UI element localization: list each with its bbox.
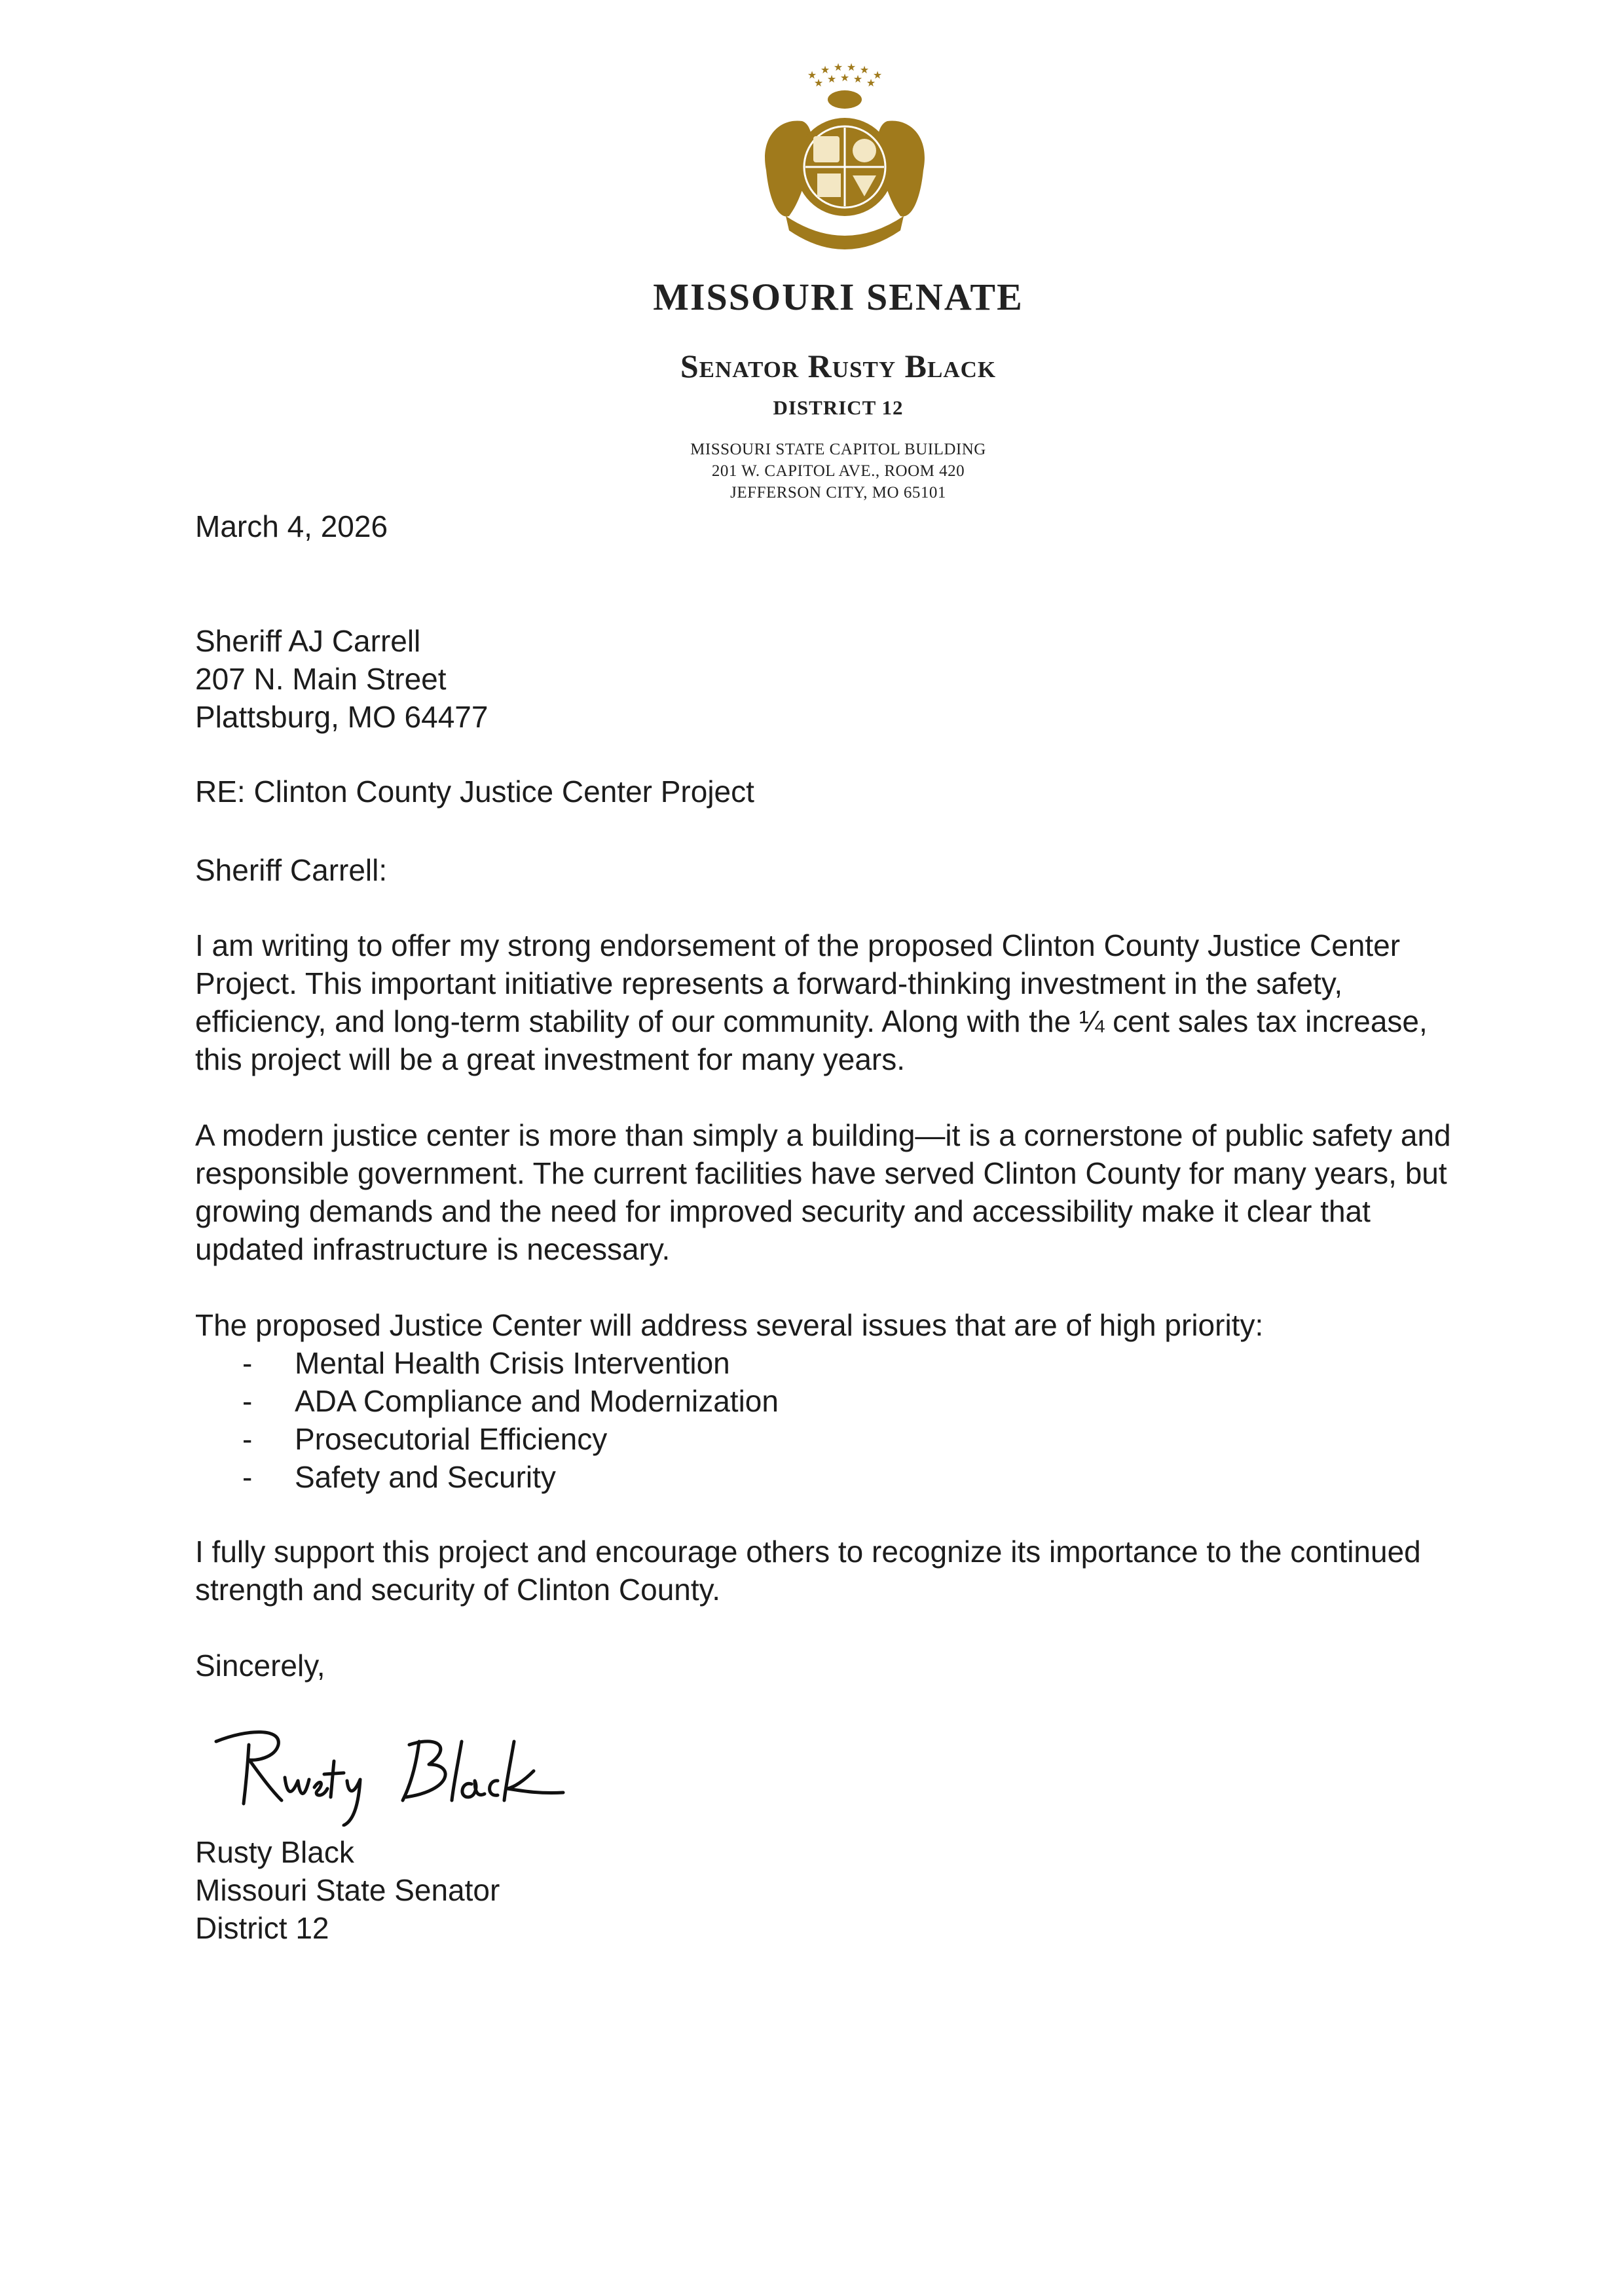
salutation: Sheriff Carrell: — [195, 853, 388, 887]
recipient-name: Sheriff AJ Carrell — [195, 624, 421, 658]
letterhead-organization: MISSOURI SENATE — [653, 276, 1024, 318]
letterhead-senator-name: Senator Rusty Black — [680, 348, 997, 384]
signer-name: Rusty Black — [195, 1835, 354, 1869]
letterhead-address — [550, 439, 1126, 503]
svg-text:★: ★ — [813, 77, 824, 89]
signature-block — [195, 1833, 1479, 1947]
address-line-2: 201 W. CAPITOL AVE., ROOM 420 — [711, 462, 965, 480]
address-line-3: JEFFERSON CITY, MO 65101 — [730, 484, 946, 501]
svg-text:★: ★ — [833, 61, 843, 73]
bullet-marker: - — [242, 1460, 253, 1494]
signer-title: Missouri State Senator — [195, 1873, 500, 1907]
list-item-text: ADA Compliance and Modernization — [295, 1384, 779, 1418]
svg-text:★: ★ — [826, 73, 837, 85]
bullet-marker: - — [242, 1346, 253, 1380]
list-item-text: Safety and Security — [295, 1460, 556, 1494]
svg-text:★: ★ — [840, 71, 850, 84]
priority-list — [242, 1344, 1356, 1496]
handwritten-signature — [210, 1715, 576, 1827]
list-item-text: Prosecutorial Efficiency — [295, 1422, 608, 1456]
svg-text:★: ★ — [820, 64, 830, 76]
bullet-marker: - — [242, 1384, 253, 1418]
svg-text:★: ★ — [853, 73, 863, 85]
body-paragraph-3: The proposed Justice Center will address several issues that are of high priority: — [195, 1308, 1264, 1342]
signer-district: District 12 — [195, 1911, 329, 1945]
svg-text:★: ★ — [846, 61, 857, 73]
letter-date: March 4, 2026 — [195, 509, 388, 543]
svg-text:★: ★ — [872, 69, 883, 81]
recipient-address — [195, 622, 1479, 736]
address-line-1: MISSOURI STATE CAPITOL BUILDING — [690, 441, 986, 458]
list-item — [242, 1458, 1356, 1496]
svg-text:★: ★ — [807, 69, 817, 81]
list-item — [242, 1344, 1356, 1382]
closing: Sincerely, — [195, 1649, 325, 1683]
missouri-state-seal-icon — [740, 59, 950, 255]
svg-text:★: ★ — [859, 64, 870, 76]
body-paragraph-4: I fully support this project and encourage others to recognize its importance to the continued strength and security of Clinton County. — [195, 1535, 1421, 1607]
svg-text:★: ★ — [866, 77, 876, 89]
list-item — [242, 1382, 1356, 1420]
recipient-city: Plattsburg, MO 64477 — [195, 700, 489, 734]
list-item-text: Mental Health Crisis Intervention — [295, 1346, 730, 1380]
body-paragraph-2: A modern justice center is more than simply a building—it is a cornerstone of public safety and responsible government. The current facilities have served Clinton County for many years, but growing demands and the need for improved security and accessibility make it clear that updated infrastructure is necessary. — [195, 1118, 1451, 1266]
recipient-street: 207 N. Main Street — [195, 662, 447, 696]
body-paragraph-1: I am writing to offer my strong endorsement of the proposed Clinton County Justice Center Project. This important initiative represents a forward-thinking investment in the safety, efficiency, and long-term stability of our community. Along with the ¼ cent sales tax increase, this project will be a great investment for many years. — [195, 928, 1428, 1076]
list-item — [242, 1420, 1356, 1458]
letterhead-district: DISTRICT 12 — [773, 396, 904, 419]
subject-line: RE: Clinton County Justice Center Project — [195, 774, 754, 809]
bullet-marker: - — [242, 1422, 253, 1456]
